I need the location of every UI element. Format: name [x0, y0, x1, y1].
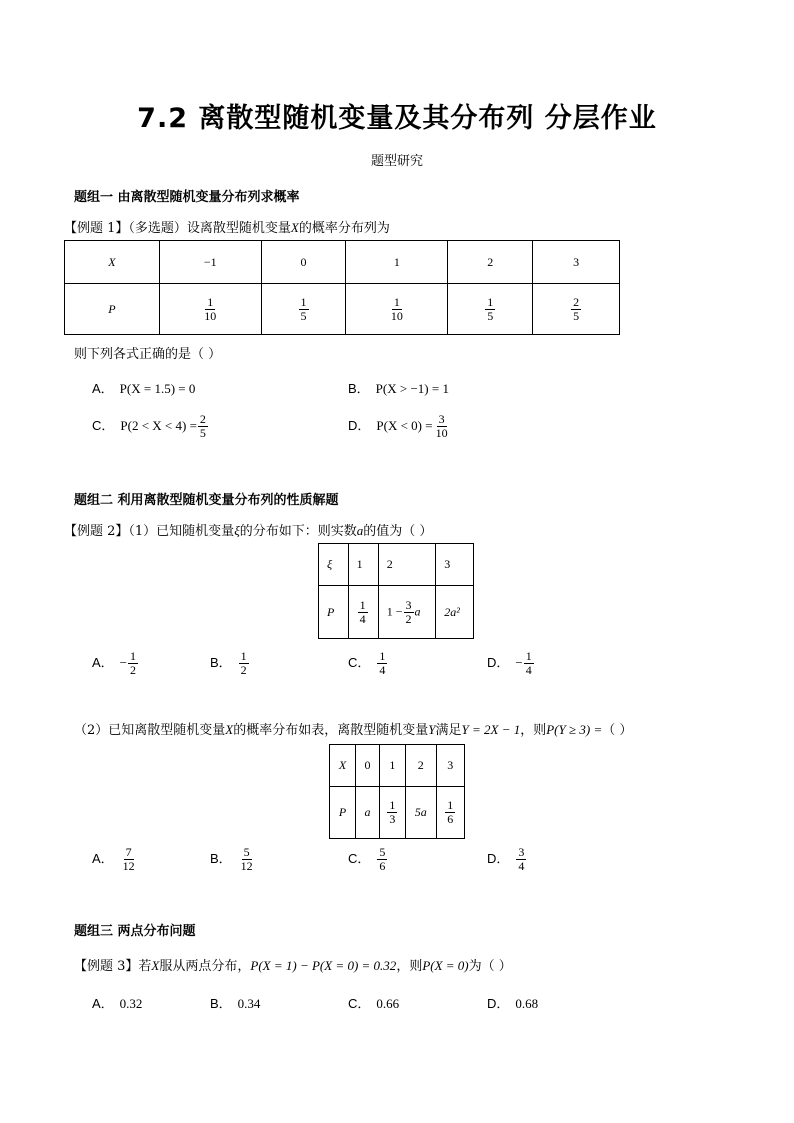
fraction: $\frac{1}{2}$: [240, 649, 247, 677]
fraction: $\frac{1}{5}$: [300, 294, 307, 323]
table-cell: P: [319, 586, 349, 639]
example1-tag: 【例题 1】: [64, 221, 129, 236]
table-cell: [346, 284, 448, 335]
table-cell: 1: [346, 241, 448, 284]
table-cell: [348, 586, 378, 639]
fraction: $\frac{5}{6}$: [379, 845, 386, 873]
table-cell: [159, 284, 261, 335]
table-cell: 1: [379, 745, 405, 787]
fraction: $\frac{5}{12}$: [240, 845, 253, 873]
fraction: $\frac{1}{5}$: [487, 294, 494, 323]
example2-q2-option-c[interactable]: C． $\frac{5}{6}$: [348, 845, 386, 873]
example1-table-row-values: [65, 241, 620, 284]
table-row: [330, 745, 465, 787]
table-cell: [436, 787, 464, 839]
table-cell: ξ: [319, 544, 349, 586]
example1-table: [64, 240, 620, 335]
table-cell: X: [330, 745, 356, 787]
table-cell: 2a²: [436, 586, 474, 639]
table-cell: 1: [348, 544, 378, 586]
example3-option-a[interactable]: A． 0.32: [92, 996, 143, 1011]
example2-q1-option-d[interactable]: D． − $\frac{1}{4}$: [487, 649, 532, 677]
table-cell: 2: [405, 745, 436, 787]
example2-q2-prompt: （2）已知离散型随机变量X的概率分布如表，离散型随机变量Y满足Y = 2X − 1，则P(Y ≥ 3) =（ ）: [74, 722, 633, 738]
example3-tag: 【例题 3】: [74, 959, 139, 974]
example2-q2-option-b[interactable]: B． $\frac{5}{12}$: [210, 845, 253, 873]
table-cell: [379, 787, 405, 839]
example1-tail: 的概率分布列为: [298, 221, 390, 236]
table-cell: 2: [378, 544, 436, 586]
fraction: $\frac{2}{5}$: [199, 412, 206, 440]
example1-prompt: [64, 217, 390, 236]
example1-table-row-probs: [65, 284, 620, 335]
example2-q1-option-c[interactable]: C． $\frac{1}{4}$: [348, 649, 386, 677]
option-label: B．: [348, 381, 370, 396]
table-cell: −1: [159, 241, 261, 284]
table-cell: 1 − $\frac{3}{2}$ a: [378, 586, 436, 639]
option-text: P(X < 0) =: [376, 418, 433, 433]
table-cell: [533, 284, 620, 335]
option-text: P(X = 1.5) = 0: [119, 381, 196, 396]
page-title: 7.2 离散型随机变量及其分布列 分层作业: [137, 103, 657, 134]
fraction: $\frac{1}{4}$: [379, 649, 386, 677]
table-cell: 2: [448, 241, 533, 284]
group3-heading: 题组三 两点分布问题: [74, 924, 196, 939]
option-text: P(2 < X < 4) =: [120, 418, 197, 433]
fraction: $\frac{1}{3}$: [389, 798, 396, 826]
example2-table1: [318, 543, 474, 639]
example2-q2-option-a[interactable]: A． $\frac{7}{12}$: [92, 845, 135, 873]
group1-heading: 题组一 由离散型随机变量分布列求概率: [74, 190, 300, 205]
table-cell: 3: [436, 544, 474, 586]
table-cell: P: [330, 787, 356, 839]
fraction: $\frac{1}{2}$: [130, 649, 137, 677]
option-label: D．: [348, 418, 371, 433]
example3-prompt: 【例题 3】若X服从两点分布，P(X = 1) − P(X = 0) = 0.32，则P(X = 0)为（ ）: [74, 958, 512, 974]
table-cell: 3: [436, 745, 464, 787]
table-cell: P: [65, 284, 160, 335]
option-label: C．: [92, 418, 115, 433]
fraction: $\frac{1}{4}$: [525, 649, 532, 677]
example2-q2-option-d[interactable]: D． $\frac{3}{4}$: [487, 845, 525, 873]
page-subtitle: 题型研究: [370, 154, 423, 169]
example1-option-d[interactable]: [348, 413, 451, 440]
table-cell: 3: [533, 241, 620, 284]
example2-q1-option-b[interactable]: B． $\frac{1}{2}$: [210, 649, 247, 677]
table-row: [319, 586, 474, 639]
example3-option-c[interactable]: C． 0.66: [348, 996, 400, 1011]
table-cell: [261, 284, 346, 335]
example1-option-c[interactable]: [92, 413, 209, 440]
fraction: $\frac{7}{12}$: [122, 845, 135, 873]
table-cell: 0: [261, 241, 346, 284]
fraction: $\frac{3}{10}$: [435, 412, 448, 440]
table-row: [330, 787, 465, 839]
table-cell: a: [356, 787, 380, 839]
example1-option-b[interactable]: [348, 378, 449, 397]
example2-tag: 【例题 2】: [64, 524, 129, 539]
option-label: A．: [92, 381, 114, 396]
fraction: $\frac{3}{4}$: [518, 845, 525, 873]
example2-q1-option-a[interactable]: A． − $\frac{1}{2}$: [92, 649, 137, 677]
example1-text: （多选题）设离散型随机变量: [128, 221, 291, 236]
fraction: $\frac{3}{2}$: [405, 597, 412, 626]
table-cell: 5a: [405, 787, 436, 839]
example2-q1-prompt: 【例题 2】（1）已知随机变量ξ的分布如下：则实数a的值为（ ）: [64, 523, 433, 539]
table-cell: 0: [356, 745, 380, 787]
fraction: $\frac{1}{10}$: [204, 294, 217, 323]
option-text: P(X > −1) = 1: [375, 381, 449, 396]
example1-option-a[interactable]: [92, 378, 195, 397]
table-cell: [448, 284, 533, 335]
table-row: [319, 544, 474, 586]
fraction: $\frac{1}{6}$: [447, 798, 454, 826]
example3-option-d[interactable]: D． 0.68: [487, 996, 539, 1011]
fraction: $\frac{1}{10}$: [390, 294, 403, 323]
example3-option-b[interactable]: B． 0.34: [210, 996, 261, 1011]
fraction: $\frac{1}{4}$: [359, 597, 366, 626]
table-cell: X: [65, 241, 160, 284]
group2-heading: 题组二 利用离散型随机变量分布列的性质解题: [74, 493, 339, 508]
example1-question: 则下列各式正确的是（ ）: [74, 347, 222, 362]
example1-var: X: [290, 220, 299, 235]
fraction: $\frac{2}{5}$: [573, 294, 580, 323]
example2-table2: [329, 744, 465, 839]
